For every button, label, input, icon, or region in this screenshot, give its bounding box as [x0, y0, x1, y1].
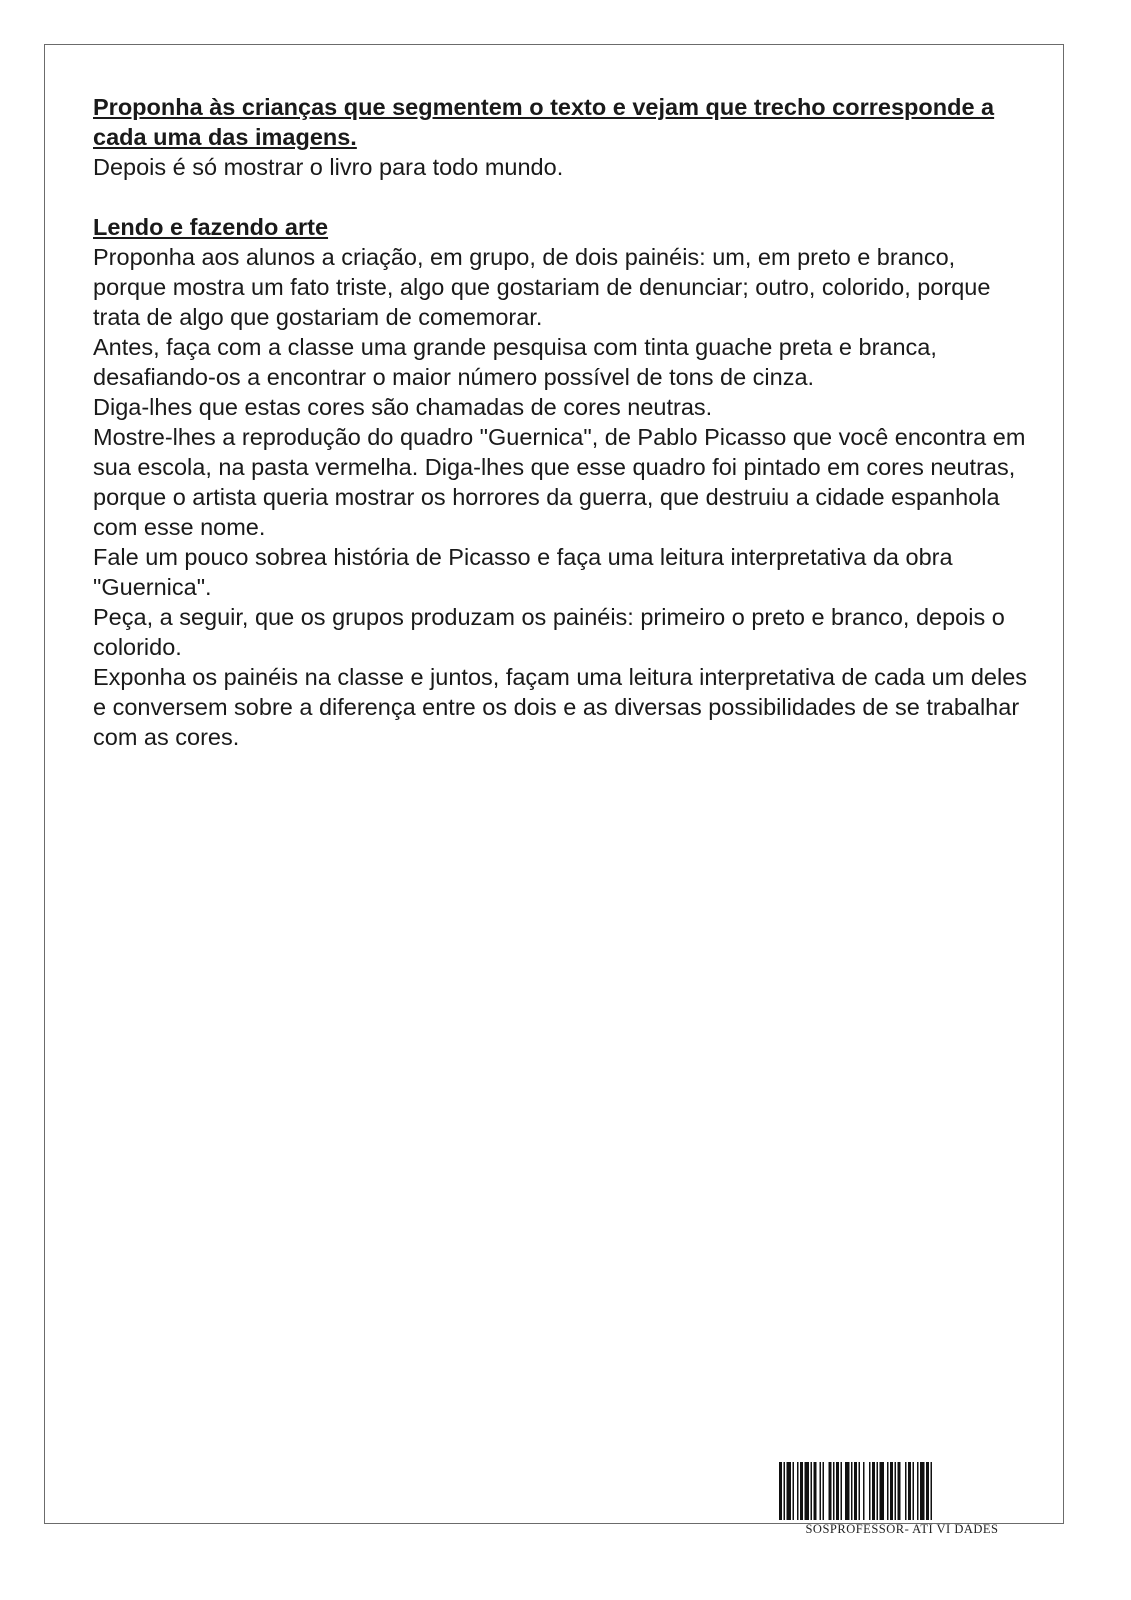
paragraph-produce-panels: Peça, a seguir, que os grupos produzam os painéis: primeiro o preto e branco, depois o colorido. — [93, 604, 1005, 660]
document-body — [93, 92, 1028, 752]
section-heading-art: Lendo e fazendo arte — [93, 214, 329, 240]
spacer — [93, 182, 1028, 212]
paragraph-neutral-colors: Diga-lhes que estas cores são chamadas de cores neutras. — [93, 394, 713, 420]
paragraph-show-book: Depois é só mostrar o livro para todo mundo. — [93, 154, 564, 180]
paragraph-exhibit-panels: Exponha os painéis na classe e juntos, façam uma leitura interpretativa de cada um deles e conversem sobre a diferença entre os dois e as diversas possibilidades de se trabalhar com as cores. — [93, 664, 1028, 750]
paragraph-gray-tones: Antes, faça com a classe uma grande pesquisa com tinta guache preta e branca, desafiando-os a encontrar o maior número possível de tons de cinza. — [93, 334, 937, 390]
paragraph-picasso-history: Fale um pouco sobrea história de Picasso e faça uma leitura interpretativa da obra "Guernica". — [93, 544, 953, 600]
section-heading-segmentation: Proponha às crianças que segmentem o texto e vejam que trecho corresponde a cada uma das imagens. — [93, 94, 995, 150]
paragraph-panels: Proponha aos alunos a criação, em grupo, de dois painéis: um, em preto e branco, porque mostra um fato triste, algo que gostariam de denunciar; outro, colorido, porque trata de algo que gostariam de comemorar. — [93, 244, 991, 330]
paragraph-guernica: Mostre-lhes a reprodução do quadro "Guernica", de Pablo Picasso que você encontra em sua escola, na pasta vermelha. Diga-lhes que esse quadro foi pintado em cores neutras, porque o artista queria mostrar os horrores da guerra, que destruiu a cidade espanhola com esse nome. — [93, 424, 1026, 540]
barcode-caption: SOSPROFESSOR- ATI VI DADES — [805, 1522, 999, 1536]
barcode-icon — [779, 1462, 1025, 1520]
